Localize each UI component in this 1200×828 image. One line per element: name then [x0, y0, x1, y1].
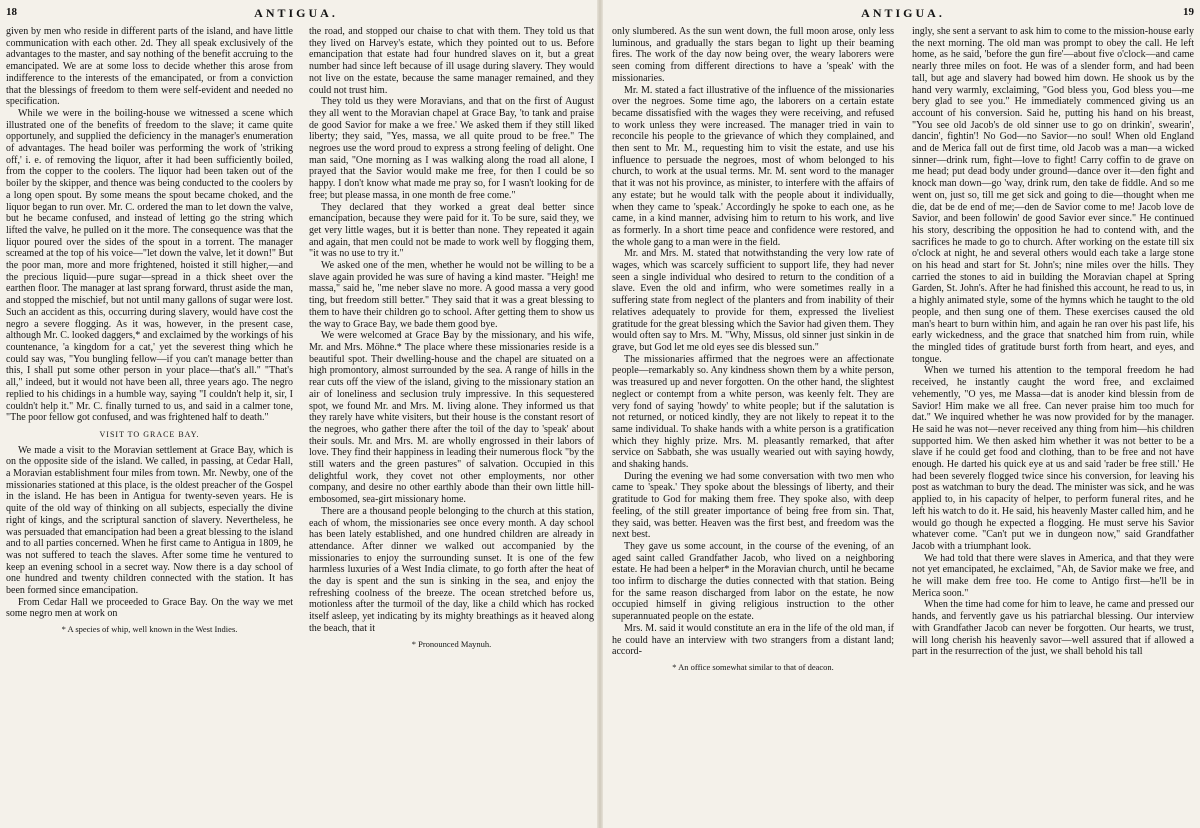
left-page [0, 0, 598, 828]
paragraph: ingly, she sent a servant to ask him to come to the mission-house early the next morning. The old man was prompt to obey the call. He left home, as he said, 'before the gun fire'—about five o'clock—and came nearly three miles on foot. He was of a slender form, and had been tall, but age and slavery had bowed him down. He shook us by the hand very warmly, exclaiming, "God bless you, God bless you—me bery glad to see you." He immediately commenced giving us an account of his conversion. Said he, putting his hand on his breast, "You see old Jacob's de old sinner use to go on drinkin', swearin', dancin', fightin'! No God—no Savior—no soul! When old England and de Merica fall out de first time, old Jacob was a man—a wicked sinner—drink rum, fight—love to fight! Carry coffin to de grave on me head; put dead body under ground—dance over it—den fight and knock man down—go 'way, drink rum, den take de fiddle. And so me went on, just so, till me get sick and going to die—thought when me die, dat be de end of me;—den de Savior come to me! Jacob love de Savior, and been followin' de good Savior ever since." He continued his story, describing the opposition he had to contend with, and the sacrifices he made to go to church. After working on the estate till six o'clock at night, he and several others would each take a large stone on his head and start for St. John's; nine miles over the hills. They carried the stones to aid in building the Moravian chapel at Spring Garden, St. John's. After he had finished this account, he read to us, in a highly animated style, some of the hymns which he taught to the old people, and then sung one of them. These exercises caused the old man's heart to burn within him, and again he ran over his past life, his early wickedness, and the grace that snatched him from ruin, while the mingled tides of gratitude burst forth from heart, and eyes, and tongue. [912, 26, 1194, 365]
text-column-right [912, 26, 1194, 824]
paragraph: While we were in the boiling-house we witnessed a scene which illustrated one of the benefits of freedom to the slave; it came quite opportunely, and supplied the deficiency in the manager's enumeration of advantages. The head boiler was performing the work of 'striking off,' i. e. of removing the liquor, after it had been sufficiently boiled, from the copper to the coolers. The liquor had been taken out of the boiler by the skipper, and thence was being conducted to the coolers by a long open spout. By some means the spout became choked, and the liquor began to run over. Mr. C. ordered the man to let down the valve, but he became confused, and instead of letting go the string which lifted the valve, he pulled on it the more. The consequence was that the liquor poured over the sides of the spout in a torrent. The manager screamed at the top of his voice—"let down the valve, let it down!" But the poor man, more and more frightened, hoisted it still higher,—and the precious liquid—pure sugar—spread in a thick sheet over the earthen floor. The manager at last sprang forward, thrust aside the man, and stopped the mischief, but not until many gallons of sugar were lost. Such an accident as this, occurring during slavery, would have cost the negro a severe flogging. As it was, however, in the present case, although Mr. C. looked daggers,* and exclaimed by the workings of his countenance, 'a kingdom for a cat,' yet the severest thing which he could say was, "You bungling fellow—if you can't manage better than this, I shall put some other person in your place—that's all." "That's all," indeed, but it would not have been all, three years ago. The negro replied to his chidings in a humble way, saying "I couldn't help it, sir, I couldn't help it." Mr. C. finally turned to us, and said in a calmer tone, "The poor fellow got confused, and was frightened half to death." [6, 107, 293, 424]
paragraph: There are a thousand people belonging to the church at this station, each of whom, the missionaries see once every month. A day school has been lately established, and one hundred children are already in attendance. After dinner we walked out accompanied by the missionaries to enjoy the surrounding sunset. It is one of the few harmless luxuries of a West India climate, to go forth after the heat of the day is spent and the sun is sinking in the sea, and enjoy the refreshing coolness of the breeze. The ocean stretched before us, motionless after the turmoil of the day, like a child which has rocked itself asleep, yet indicating by its mighty breathings as it heaved along the beach, that it [309, 505, 594, 634]
right-page [602, 0, 1200, 828]
paragraph: We asked one of the men, whether he would not be willing to be a slave again provided he was sure of having a kind master. "Heigh! me massa," said he, "me neber slave no more. A good massa a very good ting, but freedom still better." They said that it was a great blessing to them to have their children go to school. After getting them to show us the way to Grace Bay, we bade them good bye. [309, 260, 594, 330]
paragraph: During the evening we had some conversation with two men who came to 'speak.' They spoke about the blessings of liberty, and their gratitude to God for making them free. They spoke also, with deep feeling, of the still greater importance of being free from sin. That, they said, was better. Heaven was the first best, and freedom was the next best. [612, 470, 894, 541]
footnote: * Pronounced Maynuh. [411, 638, 492, 649]
paragraph: When we turned his attention to the temporal freedom he had received, he instantly caught the word free, and exclaimed vehemently, "O yes, me Massa—dat is anoder kind blessin from de Savior! Him make we all free. Can never praise him too much for dat." We inquired whether he was now provided for by the manager. He said he was not—never received any thing from him—his children supported him. We then asked him whether it was not better to be a slave if he could get food and clothing, than to be free and not have enough. He darted his quick eye at us and said 'rader be free still.' He had been severely flogged twice since his conversion, for leaving his post as watchman to bury the dead. The minister was sick, and he was applied to, in his capacity of helper, to perform funeral rites, and he left his watch to do it. He said, his heavenly Master called him, and he would go though he expected a flogging. He must serve his Savior whatever come. "Can't put we in dungeon now," said Grandfather Jacob with a triumphant look. [912, 365, 1194, 552]
paragraph: given by men who reside in different parts of the island, and have little communication with each other. 2d. They all speak exclusively of the advantages to the master, and say nothing of the benefit accruing to the emancipated. We are at some loss to decide whether this arose from indifference to the interests of the emancipated, or from a conviction that the blessings of freedom to them were self-evident and needed no specification. [6, 26, 293, 108]
paragraph: The missionaries affirmed that the negroes were an affectionate people—remarkably so. Any kindness shown them by a white person, was treasured up and never forgotten. On the other hand, the slightest neglect or contempt from a white person, was keenly felt. They are very fond of saying 'howdy' to white people; but if the salutation is not returned, or noticed kindly, they are not likely to repeat it to the same individual. To shake hands with a white person is a gratification which they highly prize. Mrs. M. pleasantly remarked, that after service on Sabbath, she was usually wearied out with saying howdy, and shaking hands. [612, 353, 894, 471]
running-title: ANTIGUA. [254, 6, 338, 20]
footnote: * An office somewhat similar to that of deacon. [672, 661, 834, 672]
paragraph: We had told that there were slaves in America, and that they were not yet emancipated, he exclaimed, "Ah, de Savior make we free, and he will make dem free too. He come to Antigo first—he'll be in Merica soon." [912, 552, 1194, 599]
paragraph: They gave us some account, in the course of the evening, of an aged saint called Grandfather Jacob, who lived on a neighboring estate. He had been a helper* in the Moravian church, until he became too infirm to discharge the duties connected with that station. Being for the same reason discharged from labor on the estate, he now occupied himself in giving religious instruction to the other superannuated people on the estate. [612, 540, 894, 623]
paragraph: only slumbered. As the sun went down, the full moon arose, only less luminous, and gradually the stars began to light up their beaming fires. The work of the day now being over, the weary laborers were seen coming from different directions to have a 'speak' with the missionaries. [612, 26, 894, 84]
paragraph: Mr. and Mrs. M. stated that notwithstanding the very low rate of wages, which was scarcely sufficient to support life, they had never seen a single individual who desired to return to the condition of a slave. Even the old and infirm, who were sometimes really in a suffering state from neglect of the planters and from inability of their relatives adequately to provide for them, expressed the liveliest gratitude for the great blessing which the Savior had given them. They would often say to Mrs. M. "Why, Missus, old sinner just sinkin in de grave, but God let me old eyes see dis blessed sun." [612, 248, 894, 353]
footnote: * A species of whip, well known in the West Indies. [61, 624, 238, 635]
page-number: 19 [1183, 6, 1194, 18]
paragraph: Mrs. M. said it would constitute an era in the life of the old man, if he could have an interview with two strangers from a distant land; accord- [612, 622, 894, 658]
paragraph: When the time had come for him to leave, he came and pressed our hands, and fervently gave us his patriarchal blessing. Our interview with Grandfather Jacob can never be forgotten. Our hearts, we trust, will long cherish his heavenly savor—well assured that if allowed a part in the resurrection of the just, we shall behold his tall [912, 599, 1194, 658]
paragraph: They told us they were Moravians, and that on the first of August they all went to the Moravian chapel at Grace Bay, 'to tank and praise de good Savior for make a we free.' We asked them if they still liked liberty; they said, "Yes, massa, we all quite proud to be free." The negroes use the word proud to express a strong feeling of delight. One man said, "One morning as I was walking along the road all alone, I prayed that the Savior would make me free, for then I could be so happy. I don't know what made me pray so, for I wasn't looking for de free; but please massa, in one month de free come." [309, 96, 594, 201]
page-number: 18 [6, 6, 17, 18]
paragraph: They declared that they worked a great deal better since emancipation, because they were paid for it. To be sure, said they, we get very little wages, but it is better than none. They repeated it again and again, that men could not be made to work well by flogging them, "it was no use to try it." [309, 201, 594, 260]
text-column-right [309, 26, 594, 824]
text-column-left [612, 26, 894, 824]
paragraph: Mr. M. stated a fact illustrative of the influence of the missionaries over the negroes. Some time ago, the laborers on a certain estate became dissatisfied with the wages they were receiving, and refused to work unless they were increased. The manager tried in vain to reconcile his people to the grievance of which they complained, and then sent to Mr. M., requesting him to visit the estate, and use his influence to persuade the negroes, most of whom belonged to his church, to work at the usual terms. Mr. M. sent word to the manager that it was not his province, as minister, to interfere with the affairs of any estate; but he would talk with the people about it individually, when they came to 'speak.' Accordingly he spoke to each one, as he came, in a kind manner, advising him to return to his work, and live as formerly. In a short time peace and confidence were restored, and the whole gang to a man were in the field. [612, 84, 894, 248]
section-heading: VISIT TO GRACE BAY. [99, 429, 200, 439]
paragraph: We made a visit to the Moravian settlement at Grace Bay, which is on the opposite side of the island. We called, in passing, at Cedar Hall, a Moravian establishment four miles from town. Mr. Newby, one of the missionaries stationed at this place, is the oldest preacher of the Gospel in the island. He has been in Antigua for twenty-seven years. He is quite of the old way of thinking on all subjects, especially the divine right of kings, and the scriptural sanction of slavery. Nevertheless, he was persuaded that emancipation had been a great blessing to the island and to all parties concerned. When he first came to Antigua in 1809, he was not suffered to teach the slaves. After some time he ventured to keep an evening school in a secret way. Now there is a day school of one hundred and twenty children connected with the station. It has been formed since emancipation. [6, 444, 293, 597]
running-head [6, 6, 586, 24]
paragraph: From Cedar Hall we proceeded to Grace Bay. On the way we met some negro men at work on [6, 596, 293, 620]
text-column-left [6, 26, 293, 824]
running-head [612, 6, 1194, 24]
paragraph: the road, and stopped our chaise to chat with them. They told us that they lived on Harvey's estate, which they pointed out to us. Before emancipation that estate had four hundred slaves on it, but a great number had since left because of ill usage during slavery. They would not live on the estate, because the same manager remained, and they could not trust him. [309, 26, 594, 96]
running-title: ANTIGUA. [861, 6, 945, 20]
paragraph: We were welcomed at Grace Bay by the missionary, and his wife, Mr. and Mrs. Möhne.* The place where these missionaries reside is a beautiful spot. Their dwelling-house and the chapel are situated on a high promontory, almost surrounded by the sea. A range of hills in the rear cuts off the view of the island, giving to the missionary station an air of loneliness and seclusion truly impressive. In this sequestered spot, we found Mr. and Mrs. M. living alone. They informed us that they rarely have white visiters, but their house is the constant resort of the negroes, who gather there after the toil of the day to 'speak' about their souls. Mr. and Mrs. M. are wholly engrossed in their labors of love. They find their happiness in leading their numerous flock "by the still waters and the green pastures" of salvation. Occupied in this delightful work, they covet not other employments, nor other company, and desire no other earthly abode than their own little hill-embosomed, sea-girt missionary home. [309, 330, 594, 506]
